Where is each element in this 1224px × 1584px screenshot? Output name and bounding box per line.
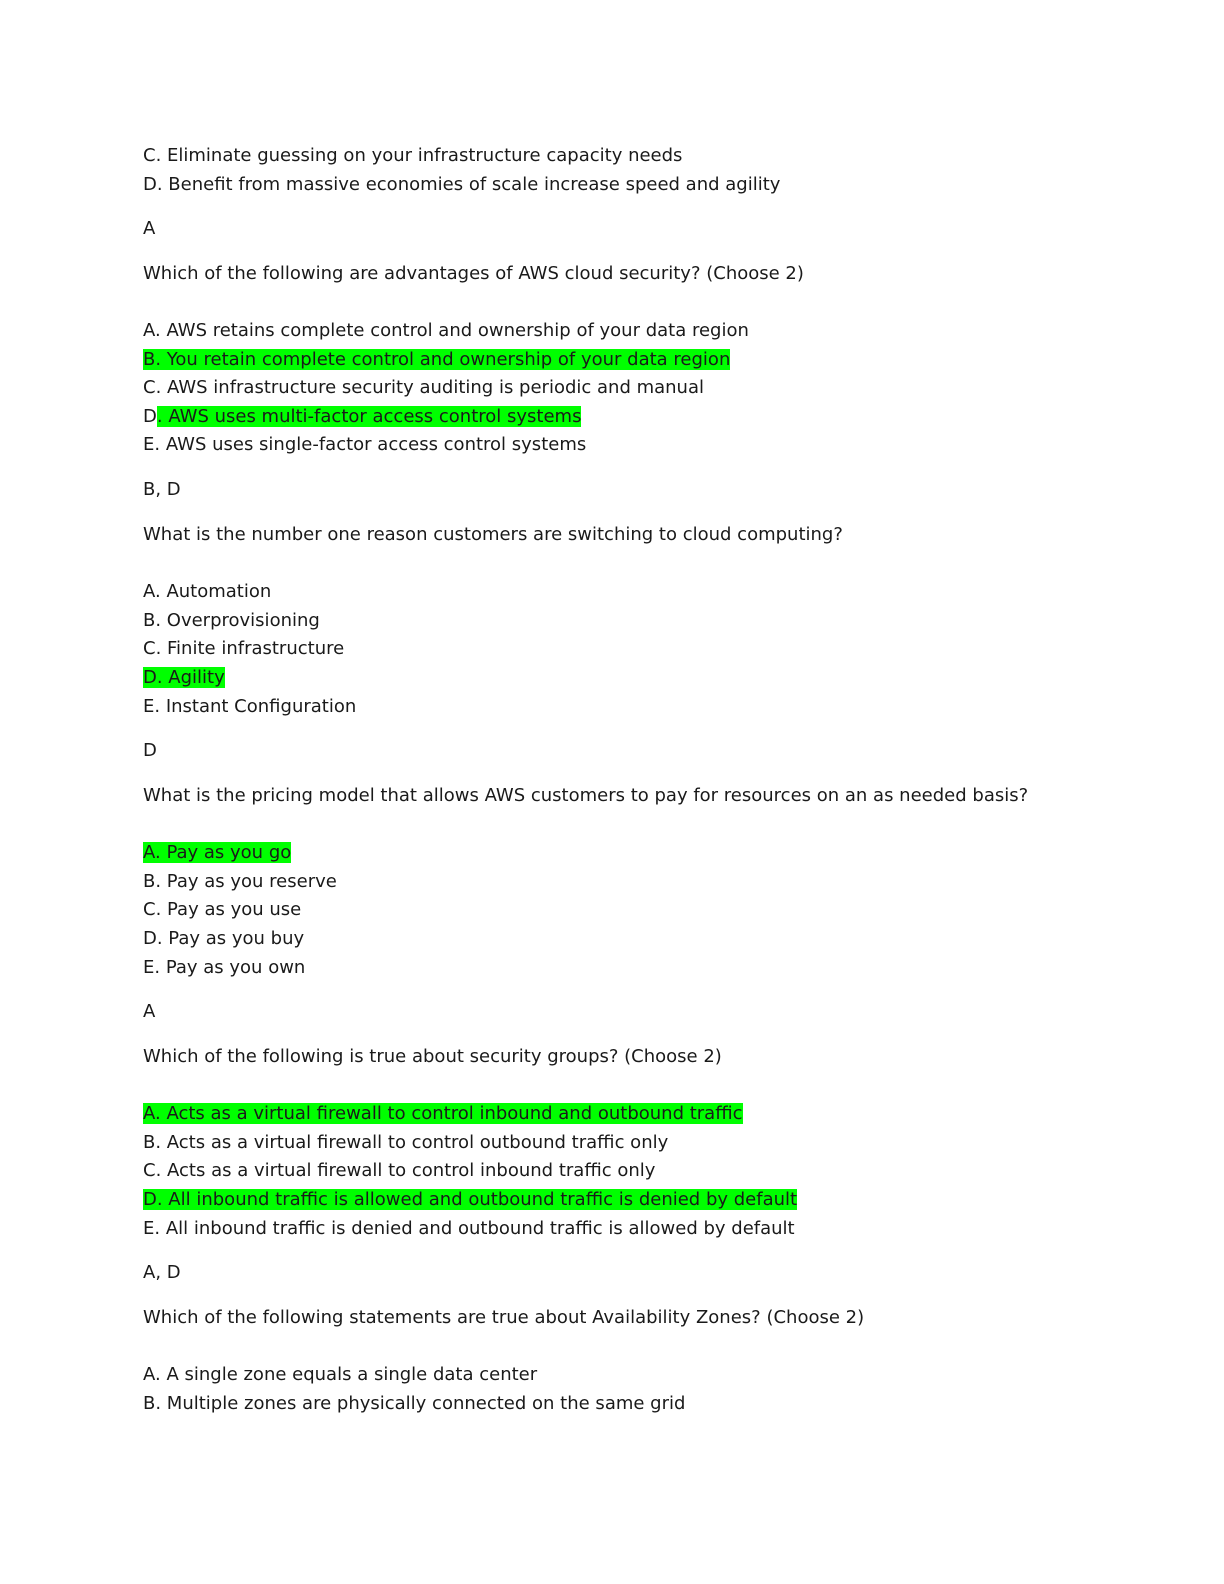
q4-option-b: B. Acts as a virtual firewall to control outbound traffic only bbox=[143, 1132, 669, 1153]
q0-answer: A bbox=[143, 218, 156, 239]
q3-option-d: D. Pay as you buy bbox=[143, 928, 305, 949]
q1-answer: B, D bbox=[143, 479, 181, 500]
q1-option-b bbox=[143, 347, 730, 373]
q0-option-c: C. Eliminate guessing on your infrastructure capacity needs bbox=[143, 145, 683, 166]
q3-option-e: E. Pay as you own bbox=[143, 957, 306, 978]
q1-option-a: A. AWS retains complete control and ownership of your data region bbox=[143, 320, 749, 341]
q1-option-c: C. AWS infrastructure security auditing is periodic and manual bbox=[143, 377, 704, 398]
q4-option-d bbox=[143, 1187, 797, 1213]
q2-option-c: C. Finite infrastructure bbox=[143, 638, 345, 659]
q2-option-e: E. Instant Configuration bbox=[143, 696, 357, 717]
q4-option-c: C. Acts as a virtual firewall to control inbound traffic only bbox=[143, 1160, 656, 1181]
q2-question: What is the number one reason customers are switching to cloud computing? bbox=[143, 524, 843, 545]
q2-answer: D bbox=[143, 740, 157, 761]
q3-question: What is the pricing model that allows AWS customers to pay for resources on an as needed basis? bbox=[143, 785, 1029, 806]
q1-question: Which of the following are advantages of AWS cloud security? (Choose 2) bbox=[143, 263, 804, 284]
q3-option-a bbox=[143, 840, 291, 866]
q1-option-e: E. AWS uses single-factor access control systems bbox=[143, 434, 587, 455]
q3-option-b: B. Pay as you reserve bbox=[143, 871, 337, 892]
highlight: . AWS uses multi-factor access control systems bbox=[156, 406, 582, 427]
q1-option-d: D. AWS uses multi-factor access control systems bbox=[143, 406, 582, 427]
q0-option-d: D. Benefit from massive economies of scale increase speed and agility bbox=[143, 174, 781, 195]
highlight: D. All inbound traffic is allowed and outbound traffic is denied by default bbox=[143, 1189, 798, 1210]
highlight: A. Acts as a virtual firewall to control inbound and outbound traffic bbox=[143, 1103, 743, 1124]
q5-option-a: A. A single zone equals a single data center bbox=[143, 1364, 538, 1385]
q5-question: Which of the following statements are true about Availability Zones? (Choose 2) bbox=[143, 1307, 865, 1328]
q4-option-e: E. All inbound traffic is denied and outbound traffic is allowed by default bbox=[143, 1218, 795, 1239]
q4-question: Which of the following is true about security groups? (Choose 2) bbox=[143, 1046, 722, 1067]
q4-option-a bbox=[143, 1101, 743, 1127]
q2-option-d bbox=[143, 665, 225, 691]
q2-option-a: A. Automation bbox=[143, 581, 272, 602]
q5-option-b: B. Multiple zones are physically connected on the same grid bbox=[143, 1393, 686, 1414]
q3-answer: A bbox=[143, 1001, 156, 1022]
highlight: A. Pay as you go bbox=[143, 842, 292, 863]
q3-option-c: C. Pay as you use bbox=[143, 899, 302, 920]
q2-option-b: B. Overprovisioning bbox=[143, 610, 320, 631]
q4-answer: A, D bbox=[143, 1262, 181, 1283]
highlight: D. Agility bbox=[143, 667, 225, 688]
highlight: B. You retain complete control and ownership of your data region bbox=[143, 349, 731, 370]
